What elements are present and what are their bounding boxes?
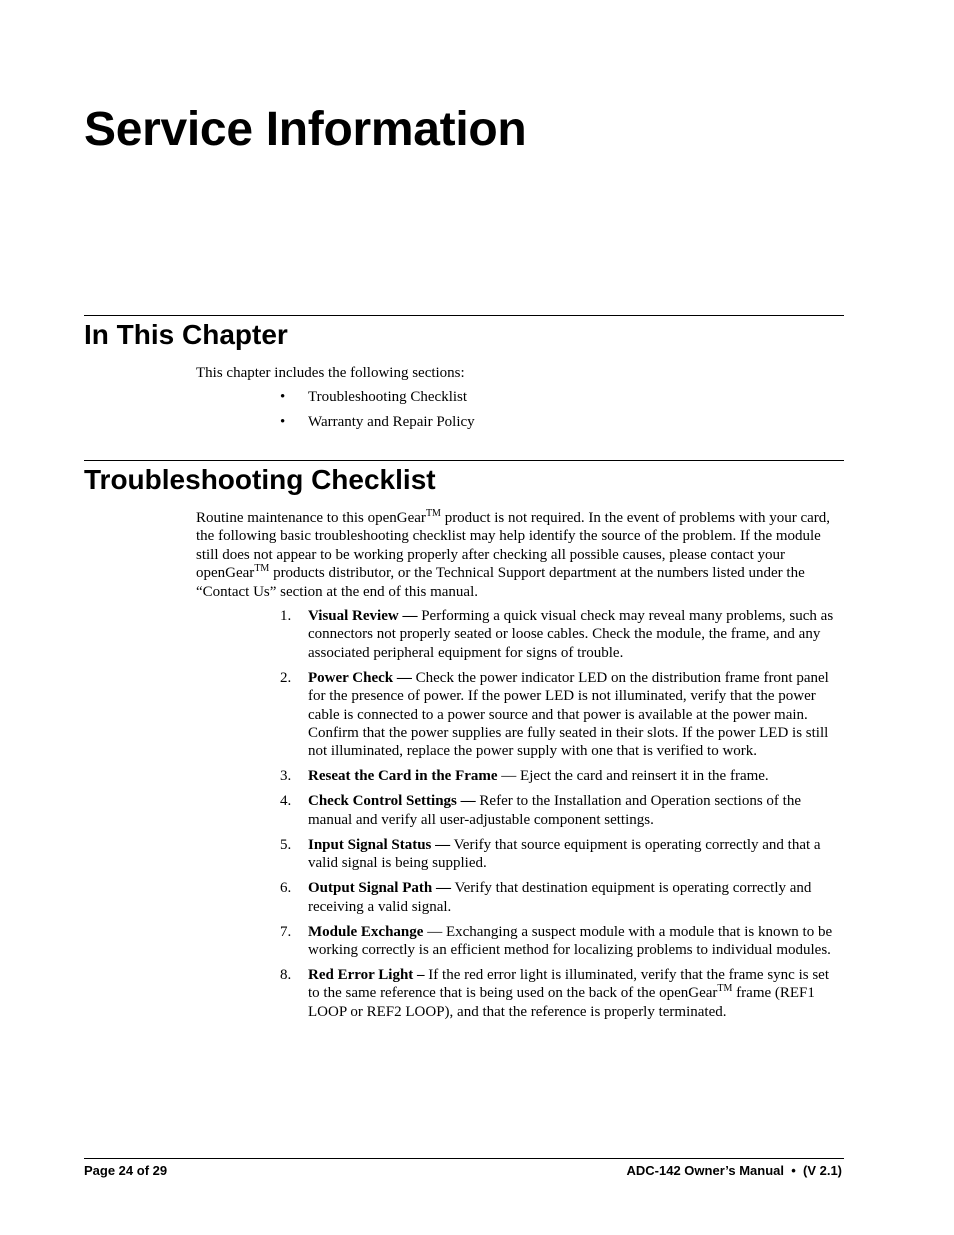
checklist-item bbox=[196, 879, 844, 916]
item-text: — Eject the card and reinsert it in the frame. bbox=[497, 768, 769, 785]
item-title: Output Signal Path — bbox=[308, 880, 451, 897]
checklist-item bbox=[196, 767, 844, 785]
item-text: Performing a quick visual check may reveal many problems, such as connectors not properly seated or loose cables. Check the module, the frame, and any associated peripheral equipment for signs of trouble. bbox=[308, 608, 834, 661]
item-text: Check the power indicator LED on the distribution frame front panel for the presence of power. If the power LED is not illuminated, verify that the power cable is connected to a power source and that power is available at the power main. Confirm that the power supplies are fully seated in their slots. If the power LED is still not illuminated, replace the power supply with one that is verified to work. bbox=[308, 669, 829, 760]
item-number: 2. bbox=[280, 669, 292, 686]
bullet-icon: • bbox=[280, 414, 286, 430]
troubleshooting-checklist bbox=[196, 607, 844, 1028]
bullet-icon: • bbox=[280, 389, 286, 405]
chapter-intro: This chapter includes the following sections: bbox=[196, 365, 465, 381]
item-title: Power Check — bbox=[308, 669, 412, 686]
chapter-sections-list bbox=[196, 388, 796, 438]
item-title: Check Control Settings — bbox=[308, 793, 476, 810]
section-heading-in-this-chapter: In This Chapter bbox=[84, 319, 288, 350]
trademark-mark: TM bbox=[717, 983, 733, 995]
trademark-mark: TM bbox=[254, 563, 270, 575]
section-rule bbox=[84, 315, 844, 316]
section-heading-troubleshooting: Troubleshooting Checklist bbox=[84, 464, 436, 495]
item-number: 6. bbox=[280, 880, 292, 897]
list-item-label: Warranty and Repair Policy bbox=[308, 414, 475, 430]
item-text: frame (REF1 LOOP or REF2 LOOP), and that the reference is properly terminated. bbox=[308, 985, 815, 1020]
checklist-item bbox=[196, 966, 844, 1021]
item-number: 3. bbox=[280, 768, 292, 785]
item-title: Module Exchange bbox=[308, 923, 424, 940]
item-title: Red Error Light – bbox=[308, 967, 425, 984]
list-item-label: Troubleshooting Checklist bbox=[308, 389, 468, 405]
footer-page-number: Page 24 of 29 bbox=[84, 1163, 168, 1178]
checklist-item bbox=[196, 607, 844, 662]
troubleshooting-intro: Routine maintenance to this openGear™ product is not required. In the event of problems with your card, the following basic troubleshooting checklist may help identify the source of the problem. If the module still does not appear to be working properly after checking all possible causes, please contact your openGear™ products distributor, or the Technical Support department at the numbers listed under the “Contact Us” section at the end of this manual. bbox=[196, 508, 830, 600]
footer-rule bbox=[84, 1158, 844, 1159]
checklist-item bbox=[196, 923, 844, 960]
list-item bbox=[196, 388, 796, 413]
item-number: 8. bbox=[280, 967, 292, 984]
list-item bbox=[196, 413, 796, 438]
item-number: 5. bbox=[280, 836, 292, 853]
item-text: Verify that destination equipment is operating correctly and receiving a valid signal. bbox=[308, 880, 812, 915]
checklist-item bbox=[196, 792, 844, 829]
checklist-item bbox=[196, 669, 844, 761]
item-number: 4. bbox=[280, 793, 292, 810]
item-title: Input Signal Status — bbox=[308, 836, 451, 853]
section-rule bbox=[84, 460, 844, 461]
item-number: 1. bbox=[280, 608, 292, 624]
footer-manual-title: ADC-142 Owner’s Manual • (V 2.1) bbox=[626, 1163, 842, 1178]
item-number: 7. bbox=[280, 923, 292, 940]
page-title: Service Information bbox=[84, 103, 527, 156]
item-title: Reseat the Card in the Frame bbox=[308, 768, 498, 785]
item-text: Refer to the Installation and Operation sections of the manual and verify all user-adjustable component settings. bbox=[308, 793, 801, 828]
item-text: Verify that source equipment is operating correctly and that a valid signal is being supplied. bbox=[308, 836, 821, 872]
trademark-mark: TM bbox=[425, 508, 441, 519]
item-text: — Exchanging a suspect module with a module that is known to be working correctly is an efficient method for localizing problems to individual modules. bbox=[308, 923, 833, 959]
checklist-item bbox=[196, 836, 844, 873]
item-text: If the red error light is illuminated, verify that the frame sync is set to the same reference that is being used on the back of the openGear bbox=[308, 967, 829, 1002]
item-title: Visual Review — bbox=[308, 608, 418, 624]
